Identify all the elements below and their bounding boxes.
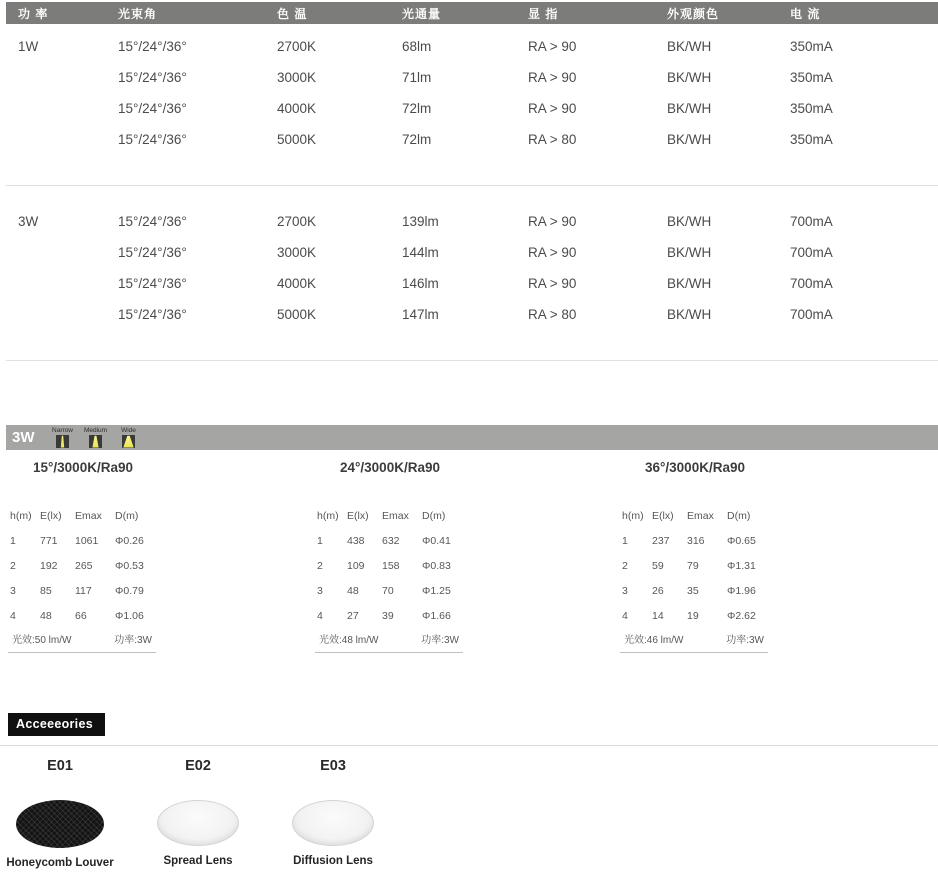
spec-cell: 146lm [402, 276, 439, 291]
spec-cell: 15°/24°/36° [118, 307, 187, 322]
spec-cell: 4000K [277, 276, 317, 291]
photometric-data-row [620, 528, 780, 553]
spec-cell: 2700K [277, 214, 317, 229]
spec-cell: 350mA [790, 132, 833, 147]
spec-cell: BK/WH [667, 101, 712, 116]
photometric-cell: 237 [652, 534, 670, 547]
beam-unit-label: Wide [121, 427, 136, 434]
spec-cell: 3W [18, 214, 39, 229]
photometric-column-header: h(m) [622, 509, 644, 522]
spec-cell: 350mA [790, 70, 833, 85]
photometric-cell: 85 [40, 584, 52, 597]
photometric-cell: 3 [622, 584, 628, 597]
spec-column-header: 外观颜色 [667, 6, 720, 21]
spec-row [6, 237, 938, 268]
accessory-code: E02 [185, 758, 211, 774]
photometric-column-header: D(m) [422, 509, 446, 522]
spec-column-header: 色 温 [277, 6, 308, 21]
photometric-data-row [315, 578, 475, 603]
photometric-cell: 48 [40, 609, 52, 622]
photometric-cell: Φ2.62 [727, 609, 756, 622]
photometric-header-row [620, 503, 780, 528]
photometric-cell: Φ1.66 [422, 609, 451, 622]
beam-icons-group [49, 427, 148, 450]
spec-cell: 3000K [277, 70, 317, 85]
efficacy-label: 光效:48 lm/W [319, 635, 379, 646]
spec-row [6, 62, 938, 93]
photometric-data-row [8, 578, 168, 603]
accessories-divider [0, 745, 938, 746]
photometric-cell: 771 [40, 534, 58, 547]
photometric-cell: 192 [40, 559, 58, 572]
accessories-section [0, 713, 938, 875]
beam-unit [115, 427, 143, 448]
photometric-column-header: E(lx) [347, 509, 369, 522]
photometric-cell: Φ0.41 [422, 534, 451, 547]
photometric-footer [8, 628, 156, 653]
spec-cell: BK/WH [667, 245, 712, 260]
spec-cell: BK/WH [667, 214, 712, 229]
photometric-table [8, 460, 168, 653]
photometric-cell: 70 [382, 584, 394, 597]
spec-cell: 700mA [790, 276, 833, 291]
narrow-beam-icon [56, 435, 69, 448]
accessory-item [146, 758, 250, 867]
spec-cell: 15°/24°/36° [118, 39, 187, 54]
spec-cell: 5000K [277, 307, 317, 322]
photometric-cell: 4 [317, 609, 323, 622]
photometric-cell: 14 [652, 609, 664, 622]
photometric-cell: 109 [347, 559, 365, 572]
spec-column-header: 功 率 [18, 6, 49, 21]
photometric-data-row [315, 528, 475, 553]
photometric-cell: 26 [652, 584, 664, 597]
photometric-header-row [315, 503, 475, 528]
spec-table-header-row [6, 2, 938, 24]
spec-cell: 5000K [277, 132, 317, 147]
photometric-grid [315, 503, 475, 628]
lens-image [157, 800, 239, 846]
spec-cell: RA > 80 [528, 307, 577, 322]
photometric-cell: Φ1.25 [422, 584, 451, 597]
photometric-cell: 117 [75, 584, 92, 597]
photometric-column-header: h(m) [317, 509, 339, 522]
photometric-cell: 316 [687, 534, 705, 547]
photometric-data-row [315, 603, 475, 628]
photometric-cell: 2 [317, 559, 323, 572]
section-divider [6, 360, 938, 361]
spec-cell: 1W [18, 39, 39, 54]
photometric-column-header: E(lx) [652, 509, 674, 522]
beam-unit-label: Medium [83, 427, 108, 434]
spec-cell: RA > 80 [528, 132, 577, 147]
photometric-cell: 1 [317, 534, 323, 547]
spec-cell: RA > 90 [528, 245, 577, 260]
spec-cell: 147lm [402, 307, 439, 322]
photometric-column-header: Emax [382, 509, 409, 522]
efficacy-label: 光效:50 lm/W [12, 635, 72, 646]
photometric-cell: 39 [382, 609, 394, 622]
photometric-cell: Φ0.83 [422, 559, 451, 572]
photometric-cell: 1 [622, 534, 628, 547]
photometric-column-header: D(m) [727, 509, 751, 522]
accessories-title-badge: Acceeeories [8, 713, 105, 736]
photometric-cell: 265 [75, 559, 93, 572]
spec-cell: RA > 90 [528, 39, 577, 54]
spec-cell: 700mA [790, 245, 833, 260]
spec-cell: 15°/24°/36° [118, 132, 187, 147]
photometric-footer [620, 628, 768, 653]
spec-table-body [6, 31, 938, 361]
spec-cell: RA > 90 [528, 276, 577, 291]
spec-cell: 15°/24°/36° [118, 245, 187, 260]
photometric-grid [620, 503, 780, 628]
spec-cell: 68lm [402, 39, 432, 54]
spec-column-header: 光通量 [402, 6, 442, 21]
spec-cell: 4000K [277, 101, 317, 116]
spec-cell: RA > 90 [528, 214, 577, 229]
accessory-code: E01 [47, 758, 73, 774]
accessory-item [8, 758, 112, 869]
spec-cell: 3000K [277, 245, 317, 260]
photometric-table-title: 15°/3000K/Ra90 [33, 460, 133, 475]
beam-type-bar [6, 425, 938, 450]
spec-row [6, 31, 938, 62]
spec-cell: 700mA [790, 214, 833, 229]
photometric-footer [315, 628, 463, 653]
accessory-label: Diffusion Lens [293, 855, 373, 867]
spec-row [6, 206, 938, 237]
spec-cell: BK/WH [667, 276, 712, 291]
photometric-cell: 4 [622, 609, 628, 622]
photometric-column-header: D(m) [115, 509, 139, 522]
spec-cell: 71lm [402, 70, 432, 85]
photometric-column-header: h(m) [10, 509, 32, 522]
spec-cell: 15°/24°/36° [118, 70, 187, 85]
photometric-cell: 79 [687, 559, 699, 572]
photometric-column-header: Emax [687, 509, 714, 522]
spec-cell: 15°/24°/36° [118, 276, 187, 291]
spec-cell: 350mA [790, 101, 833, 116]
photometric-cell: Φ0.79 [115, 584, 144, 597]
photometric-cell: Φ1.31 [727, 559, 756, 572]
photometric-header-row [8, 503, 168, 528]
photometric-cell: Φ1.06 [115, 609, 144, 622]
beam-unit-label: Narrow [52, 427, 73, 434]
photometric-cell: 27 [347, 609, 359, 622]
spec-cell: 350mA [790, 39, 833, 54]
photometric-cell: 2 [10, 559, 16, 572]
photometric-column-header: Emax [75, 509, 102, 522]
beam-unit [49, 427, 77, 448]
lens-image [292, 800, 374, 846]
medium-beam-icon [89, 435, 102, 448]
photometric-cell: 1 [10, 534, 16, 547]
spec-cell: 144lm [402, 245, 439, 260]
photometric-data-row [620, 553, 780, 578]
spec-table [0, 0, 938, 381]
spec-row [6, 124, 938, 155]
efficacy-label: 光效:46 lm/W [624, 635, 684, 646]
spec-cell: 700mA [790, 307, 833, 322]
spec-cell: BK/WH [667, 70, 712, 85]
photometric-cell: 632 [382, 534, 400, 547]
photometric-cell: 66 [75, 609, 87, 622]
spec-row [6, 299, 938, 330]
photometric-cell: 4 [10, 609, 16, 622]
photometric-cell: 19 [687, 609, 699, 622]
spec-row [6, 268, 938, 299]
photometric-cell: Φ0.65 [727, 534, 756, 547]
photometric-data-row [620, 578, 780, 603]
spec-cell: BK/WH [667, 307, 712, 322]
photometric-cell: 3 [317, 584, 323, 597]
photometric-cell: 1061 [75, 534, 99, 547]
photometric-table-title: 36°/3000K/Ra90 [645, 460, 745, 475]
photometric-table [620, 460, 780, 653]
spec-cell: RA > 90 [528, 70, 577, 85]
photometric-column-header: E(lx) [40, 509, 62, 522]
spec-cell: 15°/24°/36° [118, 214, 187, 229]
photometric-grid [8, 503, 168, 628]
spec-column-header: 显 指 [528, 6, 559, 21]
photometric-cell: 3 [10, 584, 16, 597]
section-divider [6, 185, 938, 186]
wide-beam-icon [122, 435, 135, 448]
spec-column-header: 电 流 [790, 6, 821, 21]
spec-row [6, 93, 938, 124]
beam-unit [82, 427, 110, 448]
photometric-cell: Φ1.96 [727, 584, 756, 597]
spec-cell: 2700K [277, 39, 317, 54]
spec-cell: 72lm [402, 132, 432, 147]
photometric-cell: 438 [347, 534, 365, 547]
spec-cell: BK/WH [667, 132, 712, 147]
power-label: 功率:3W [421, 635, 459, 646]
spec-cell: 72lm [402, 101, 432, 116]
photometric-cell: 59 [652, 559, 664, 572]
photometric-cell: Φ0.53 [115, 559, 144, 572]
honeycomb-louver-image [16, 800, 104, 848]
photometric-data-row [8, 603, 168, 628]
spec-cell: BK/WH [667, 39, 712, 54]
spec-cell: 139lm [402, 214, 439, 229]
photometric-cell: 35 [687, 584, 699, 597]
spec-cell: RA > 90 [528, 101, 577, 116]
photometric-cell: Φ0.26 [115, 534, 144, 547]
photometric-cell: 158 [382, 559, 400, 572]
accessory-code: E03 [320, 758, 346, 774]
photometric-section [0, 460, 938, 660]
photometric-data-row [8, 528, 168, 553]
photometric-cell: 48 [347, 584, 359, 597]
beam-bar-power-label: 3W [12, 429, 35, 446]
accessory-label: Spread Lens [163, 855, 233, 867]
spec-cell: 15°/24°/36° [118, 101, 187, 116]
photometric-table-title: 24°/3000K/Ra90 [340, 460, 440, 475]
photometric-data-row [620, 603, 780, 628]
photometric-data-row [8, 553, 168, 578]
accessory-item [281, 758, 385, 867]
power-label: 功率:3W [114, 635, 152, 646]
power-label: 功率:3W [726, 635, 764, 646]
photometric-data-row [315, 553, 475, 578]
accessory-label: Honeycomb Louver [6, 857, 114, 869]
spec-column-header: 光束角 [118, 6, 158, 21]
photometric-table [315, 460, 475, 653]
photometric-cell: 2 [622, 559, 628, 572]
